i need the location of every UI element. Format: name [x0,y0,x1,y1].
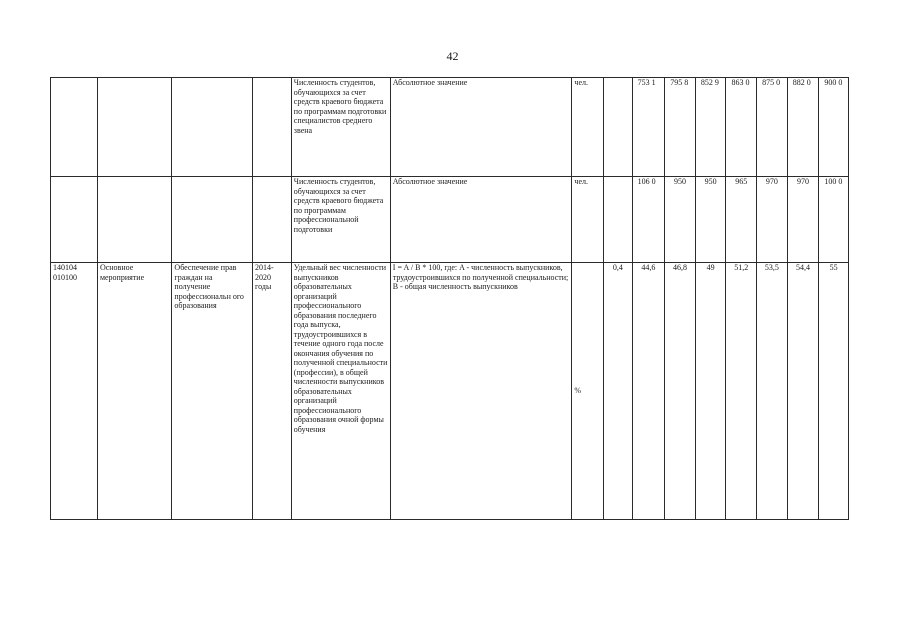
indicators-table [50,77,849,520]
name-cell: Обеспечение прав граждан на получение профессиональн ого образования [172,263,253,520]
unit-cell: % [572,263,604,520]
value-cell: 106 0 [632,177,665,263]
indicator-cell: Численность студентов, обучающихся за счет средств краевого бюджета по программам профессиональной подготовки [291,177,390,263]
value-cell: 965 [726,177,757,263]
period-cell [253,78,292,177]
method-cell: Абсолютное значение [390,177,572,263]
value-cell: 875 0 [757,78,788,177]
type-cell [97,78,171,177]
value-cell: 950 [665,177,696,263]
base-value-cell [604,78,633,177]
unit-cell: чел. [572,78,604,177]
value-cell: 49 [695,263,726,520]
method-cell: I = A / B * 100, где: A - численность выпускников, трудоустроившихся по полученной специальности; B - общая численность выпускников [390,263,572,520]
indicator-cell: Удельный вес численности выпускников образовательных организаций профессионального образования последнего года выпуска, трудоустроившихся в течение одного года после окончания обучения по полученной специальности (профессии), в общей численности выпускников образовательных организаций профессионального образования очной формы обучения [291,263,390,520]
table-row [51,78,849,177]
value-cell: 900 0 [819,78,849,177]
period-cell: 2014-2020 годы [253,263,292,520]
value-cell: 852 9 [695,78,726,177]
base-value-cell: 0,4 [604,263,633,520]
name-cell [172,78,253,177]
value-cell: 54,4 [787,263,819,520]
code-cell [51,78,98,177]
value-cell: 44,6 [632,263,665,520]
value-cell: 753 1 [632,78,665,177]
method-cell: Абсолютное значение [390,78,572,177]
unit-cell: чел. [572,177,604,263]
indicator-cell: Численность студентов, обучающихся за счет средств краевого бюджета по программам подготовки специалистов среднего звена [291,78,390,177]
value-cell: 55 [819,263,849,520]
period-cell [253,177,292,263]
name-cell [172,177,253,263]
value-cell: 53,5 [757,263,788,520]
value-cell: 970 [757,177,788,263]
value-cell: 970 [787,177,819,263]
table-row [51,177,849,263]
value-cell: 46,8 [665,263,696,520]
base-value-cell [604,177,633,263]
value-cell: 882 0 [787,78,819,177]
value-cell: 100 0 [819,177,849,263]
value-cell: 51,2 [726,263,757,520]
code-cell: 140104 010100 [51,263,98,520]
value-cell: 863 0 [726,78,757,177]
value-cell: 795 8 [665,78,696,177]
table-row [51,263,849,520]
code-cell [51,177,98,263]
value-cell: 950 [695,177,726,263]
type-cell [97,177,171,263]
type-cell: Основное мероприятие [97,263,171,520]
page-number: 42 [446,49,459,63]
